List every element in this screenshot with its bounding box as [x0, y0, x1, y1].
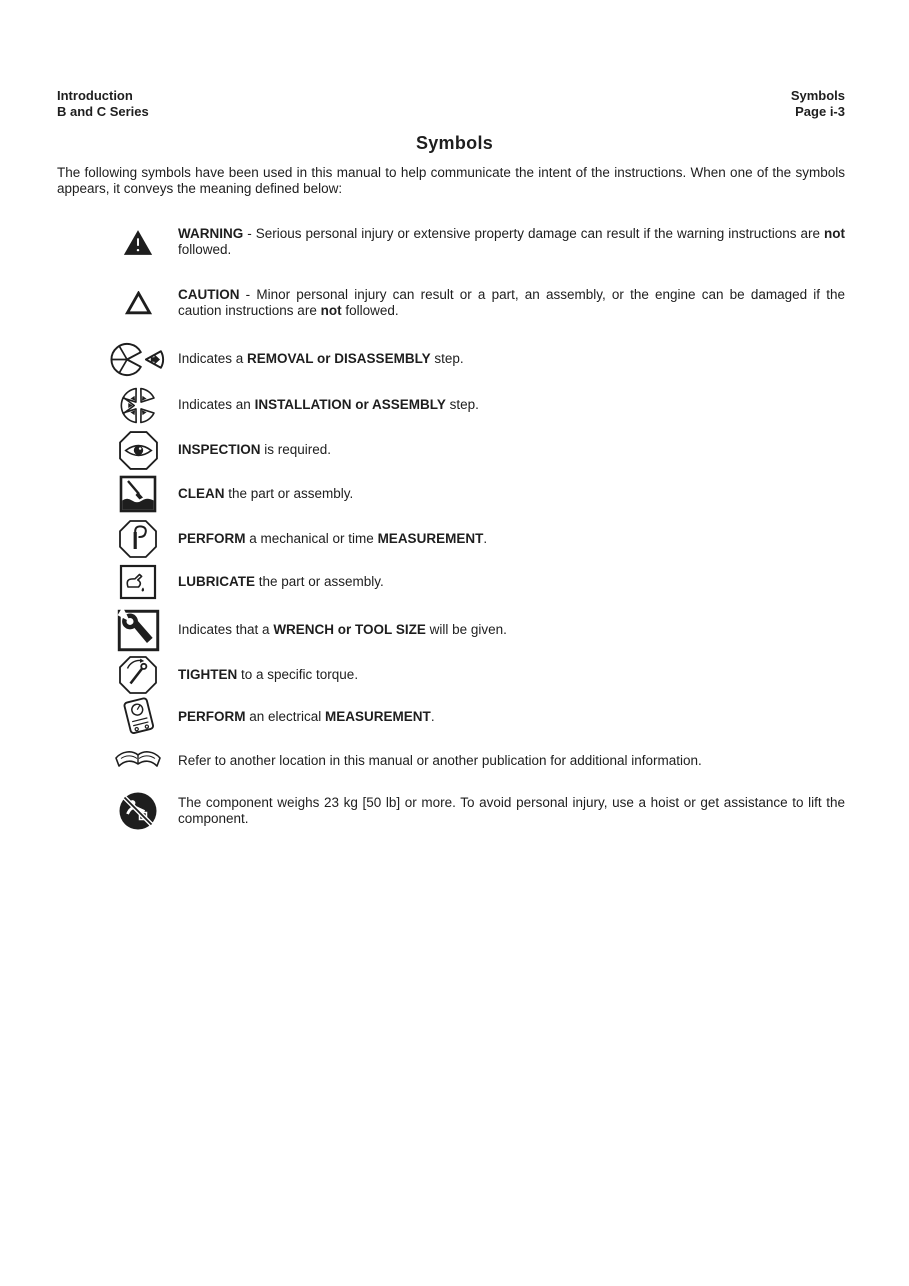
symbol-row — [98, 746, 845, 776]
symbol-description: Indicates a REMOVAL or DISASSEMBLY step. — [178, 351, 464, 367]
symbol-row — [98, 564, 845, 600]
warning-icon — [98, 229, 178, 256]
symbol-row — [98, 694, 845, 740]
symbol-description: Indicates an INSTALLATION or ASSEMBLY step. — [178, 397, 479, 413]
refer-icon — [98, 746, 178, 776]
symbol-row — [98, 226, 845, 258]
page-title: Symbols — [415, 133, 494, 153]
installation-icon — [98, 384, 178, 427]
header-page-number: Page i-3 — [795, 103, 845, 119]
symbol-row — [98, 519, 845, 559]
symbol-description: PERFORM an electrical MEASUREMENT. — [178, 708, 435, 724]
symbol-description: Refer to another location in this manual or another publication for additional information. — [178, 752, 702, 768]
symbol-description: LUBRICATE the part or assembly. — [178, 573, 384, 589]
lubricate-icon — [98, 564, 178, 600]
measurement-icon — [98, 519, 178, 559]
header-topic: Symbols — [790, 88, 845, 103]
symbol-row — [98, 609, 845, 652]
inspection-icon — [98, 430, 178, 471]
symbol-row — [98, 655, 845, 695]
symbol-description: INSPECTION is required. — [178, 442, 332, 458]
symbol-row — [98, 340, 845, 379]
caution-icon — [98, 291, 178, 315]
lift-warning-icon — [98, 791, 178, 831]
symbol-description: TIGHTEN to a specific torque. — [178, 666, 359, 682]
clean-icon — [98, 475, 178, 513]
symbol-list — [98, 0, 845, 1286]
removal-icon — [98, 340, 178, 379]
symbol-row — [98, 791, 845, 831]
symbol-description: Indicates that a WRENCH or TOOL SIZE will be given. — [178, 622, 507, 638]
header-series: B and C Series — [57, 103, 149, 119]
symbol-description: WARNING - Serious personal injury or extensive property damage can result if the warning instructions are not followed. — [178, 226, 845, 258]
intro-paragraph: The following symbols have been used in this manual to help communicate the intent of the instructions. When one of the symbols appears, it conveys the meaning defined below: — [57, 165, 845, 197]
symbol-description: The component weighs 23 kg [50 lb] or more. To avoid personal injury, use a hoist or get assistance to lift the component. — [178, 794, 845, 826]
tighten-icon — [98, 655, 178, 695]
symbol-row — [98, 384, 845, 427]
symbol-description: CAUTION - Minor personal injury can result or a part, an assembly, or the engine can be damaged if the caution instructions are not followed. — [178, 287, 845, 319]
header-section: Introduction — [57, 88, 133, 103]
symbol-row — [98, 287, 845, 319]
symbol-row — [98, 475, 845, 513]
symbol-row — [98, 430, 845, 471]
electrical-measurement-icon — [98, 694, 178, 740]
wrench-icon — [98, 609, 178, 652]
symbol-description: PERFORM a mechanical or time MEASUREMENT. — [178, 530, 488, 546]
symbol-description: CLEAN the part or assembly. — [178, 485, 354, 501]
